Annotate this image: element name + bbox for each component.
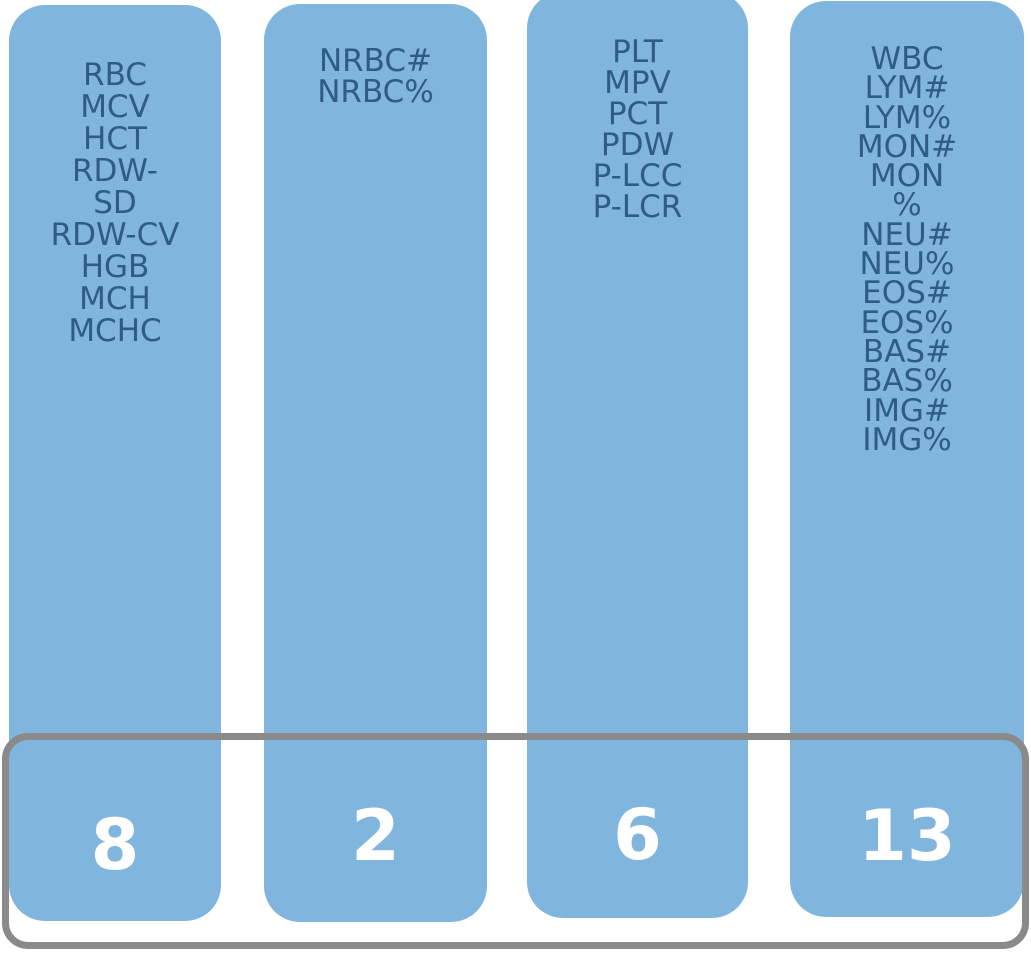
parameter-label: RDW- xyxy=(72,153,158,189)
parameter-list xyxy=(527,34,748,225)
parameter-label: P-LCC xyxy=(592,158,683,194)
parameter-label: NRBC% xyxy=(317,74,434,110)
parameter-list xyxy=(9,59,221,347)
parameter-label: MON xyxy=(869,158,945,195)
group-column-nrbc xyxy=(264,4,487,922)
parameter-label: PCT xyxy=(607,96,668,132)
parameter-label: MCHC xyxy=(68,313,162,349)
parameter-label: PDW xyxy=(600,127,675,163)
parameter-count: 13 xyxy=(858,795,956,877)
parameter-label: SD xyxy=(93,185,137,221)
parameter-label: EOS% xyxy=(860,304,954,341)
parameter-label: RBC xyxy=(83,57,147,93)
parameter-label: NEU# xyxy=(861,216,953,253)
parameter-label: RDW-CV xyxy=(50,217,180,253)
parameter-label: MCH xyxy=(79,281,151,317)
parameter-label: BAS% xyxy=(861,363,953,400)
parameter-label: MPV xyxy=(604,65,671,101)
parameter-label: LYM% xyxy=(862,99,952,136)
parameter-label: NEU% xyxy=(859,246,955,283)
group-column-wbc xyxy=(790,1,1024,917)
parameter-label: EOS# xyxy=(862,275,952,312)
parameter-label: IMG% xyxy=(862,421,952,458)
group-column-rbc xyxy=(9,5,221,921)
parameter-label: NRBC# xyxy=(318,43,433,79)
group-column-plt xyxy=(527,0,748,918)
parameter-label: P-LCR xyxy=(592,189,683,225)
parameter-count: 6 xyxy=(613,794,662,876)
parameter-label: LYM# xyxy=(864,70,950,107)
parameter-label: PLT xyxy=(612,34,663,70)
parameter-label: BAS# xyxy=(862,333,952,370)
parameter-list xyxy=(264,43,487,110)
parameter-count: 2 xyxy=(351,795,400,877)
parameter-label: % xyxy=(892,187,922,224)
parameter-list xyxy=(790,41,1024,458)
parameter-count: 8 xyxy=(90,804,140,886)
parameter-label: WBC xyxy=(870,41,944,77)
parameter-label: HCT xyxy=(83,121,147,157)
parameter-label: MON# xyxy=(856,128,958,165)
parameter-label: IMG# xyxy=(864,392,950,429)
parameter-label: HGB xyxy=(80,249,150,285)
parameter-label: MCV xyxy=(80,89,150,125)
